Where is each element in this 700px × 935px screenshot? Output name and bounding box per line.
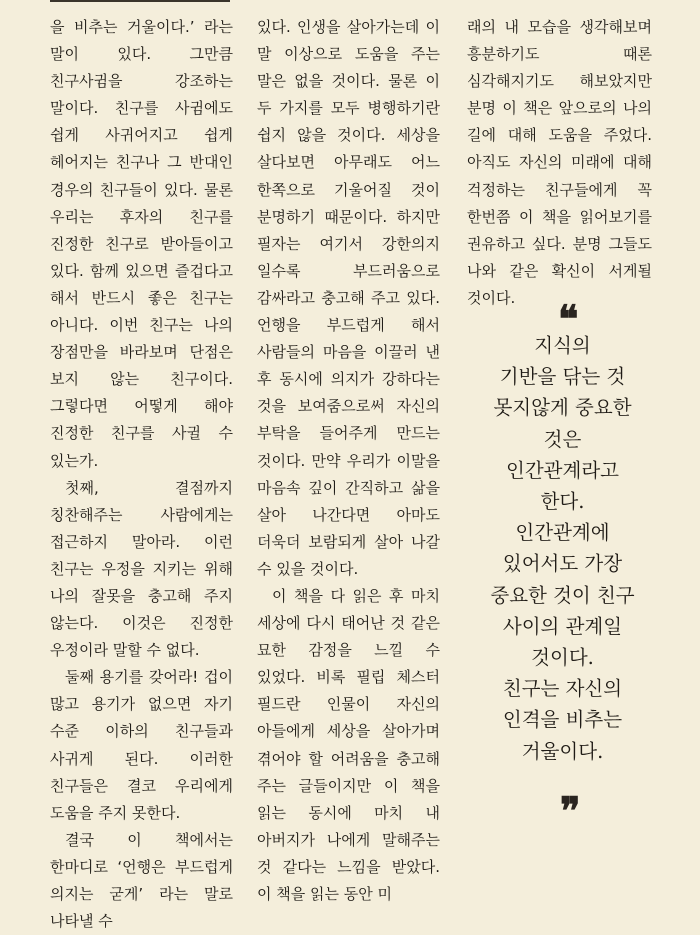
pull-quote-line: 거울이다. xyxy=(521,739,604,763)
paragraph: 첫째, 결점까지 칭찬해주는 사람에게는 접근하지 말아라. 이런 친구는 우정을 지키는 위해 나의 잘못을 충고해 주지 않는다. 이것은 진정한 우정이라 말할 수 없다. xyxy=(50,478,233,660)
open-quote-icon: ❝ xyxy=(558,296,579,341)
text-column-1 xyxy=(50,14,233,935)
close-quote-icon: ❞ xyxy=(560,788,581,833)
pull-quote-line: 인격을 비추는 xyxy=(502,708,623,732)
pull-quote-line: 인간관계라고 xyxy=(505,458,620,482)
paragraph: 결국 이 책에서는 한마디로 ‘언행은 부드럽게 의지는 굳게’ 라는 말로 나타낼 수 xyxy=(50,830,233,931)
paragraph: 을 비추는 거울이다.’ 라는 말이 있다. 그만큼 친구사귐을 강조하는 말이다. 친구를 사귐에도 쉽게 사귀어지고 쉽게 헤어지는 친구나 그 반대인 경우의 친구들이 있다. 물론 우리는 후자의 친구를 진정한 친구로 받아들이고 있다. 함께 있으면 즐겁다고 해서 반드시 좋은 친구는 아니다. 이번 친구는 나의 장점만을 바라보며 단점은 보지 않는 친구이다. 그렇다면 어떻게 해야 진정한 친구를 사귈 수 있는가. xyxy=(50,18,233,470)
pull-quote-line: 것은 xyxy=(543,427,582,451)
text-column-2 xyxy=(257,14,440,908)
paragraph: 이 책을 다 읽은 후 마치 세상에 다시 태어난 것 같은 묘한 감정을 느낄 수 있었다. 비록 필립 체스터 필드란 인물이 자신의 아들에게 세상을 살아가며 겪어야 할 어려움을 충고해 주는 글들이지만 이 책을 읽는 동시에 마치 내 아버지가 나에게 말해주는 것 같다는 느낌을 받았다. 이 책을 읽는 동안 미 xyxy=(257,586,440,903)
pull-quote-line: 친구는 자신의 xyxy=(502,677,623,701)
top-rule xyxy=(50,0,230,2)
paragraph: 있다. 인생을 살아가는데 이 말 이상으로 도움을 주는 말은 없을 것이다. 물론 이 두 가지를 모두 병행하기란 쉽지 않을 것이다. 세상을 살다보면 아무래도 어느 한쪽으로 기울어질 것이 분명하기 때문이다. 하지만 필자는 여기서 강한의지 일수록 부드러움으로 감싸라고 충고해 주고 있다. 언행을 부드럽게 해서 사람들의 마음을 이끌러 낸 후 동시에 의지가 강하다는 것을 보여줌으로써 자신의 부탁을 들어주게 만드는 것이다. 만약 우리가 이말을 마음속 깊이 간직하고 삶을 살아 나간다면 아마도 더욱더 보람되게 살아 나갈 수 있을 것이다. xyxy=(257,18,440,578)
pull-quote-line: 있어서도 가장 xyxy=(502,552,623,576)
pull-quote-line: 것이다. xyxy=(531,646,594,670)
paragraph: 래의 내 모습을 생각해보며 흥분하기도 때론 심각해지기도 해보았지만 분명 이 책은 앞으로의 나의 길에 대해 도움을 주었다. 아직도 자신의 미래에 대해 걱정하는 친구들에게 꼭 한번쯤 이 책을 읽어보기를 권유하고 싶다. 분명 그들도 나와 같은 확신이 서게될 것이다. xyxy=(467,18,652,307)
pull-quote-line: 인간관계에 xyxy=(515,521,610,545)
pull-quote-line: 기반을 닦는 것 xyxy=(499,365,626,389)
pull-quote-line: 중요한 것이 친구 xyxy=(490,583,635,607)
text-column-3 xyxy=(467,14,652,312)
paragraph: 둘째 용기를 갖어라! 겁이 많고 용기가 없으면 자기 수준 이하의 친구들과 사귀게 된다. 이러한 친구들은 결코 우리에게 도움을 주지 못한다. xyxy=(50,668,233,822)
pull-quote-line: 못지않게 중요한 xyxy=(493,396,632,420)
pull-quote xyxy=(470,296,655,833)
pull-quote-line: 지식의 xyxy=(534,334,591,357)
pull-quote-text xyxy=(470,330,655,767)
pull-quote-line: 한다. xyxy=(540,490,585,514)
pull-quote-line: 사이의 관계일 xyxy=(502,614,623,638)
